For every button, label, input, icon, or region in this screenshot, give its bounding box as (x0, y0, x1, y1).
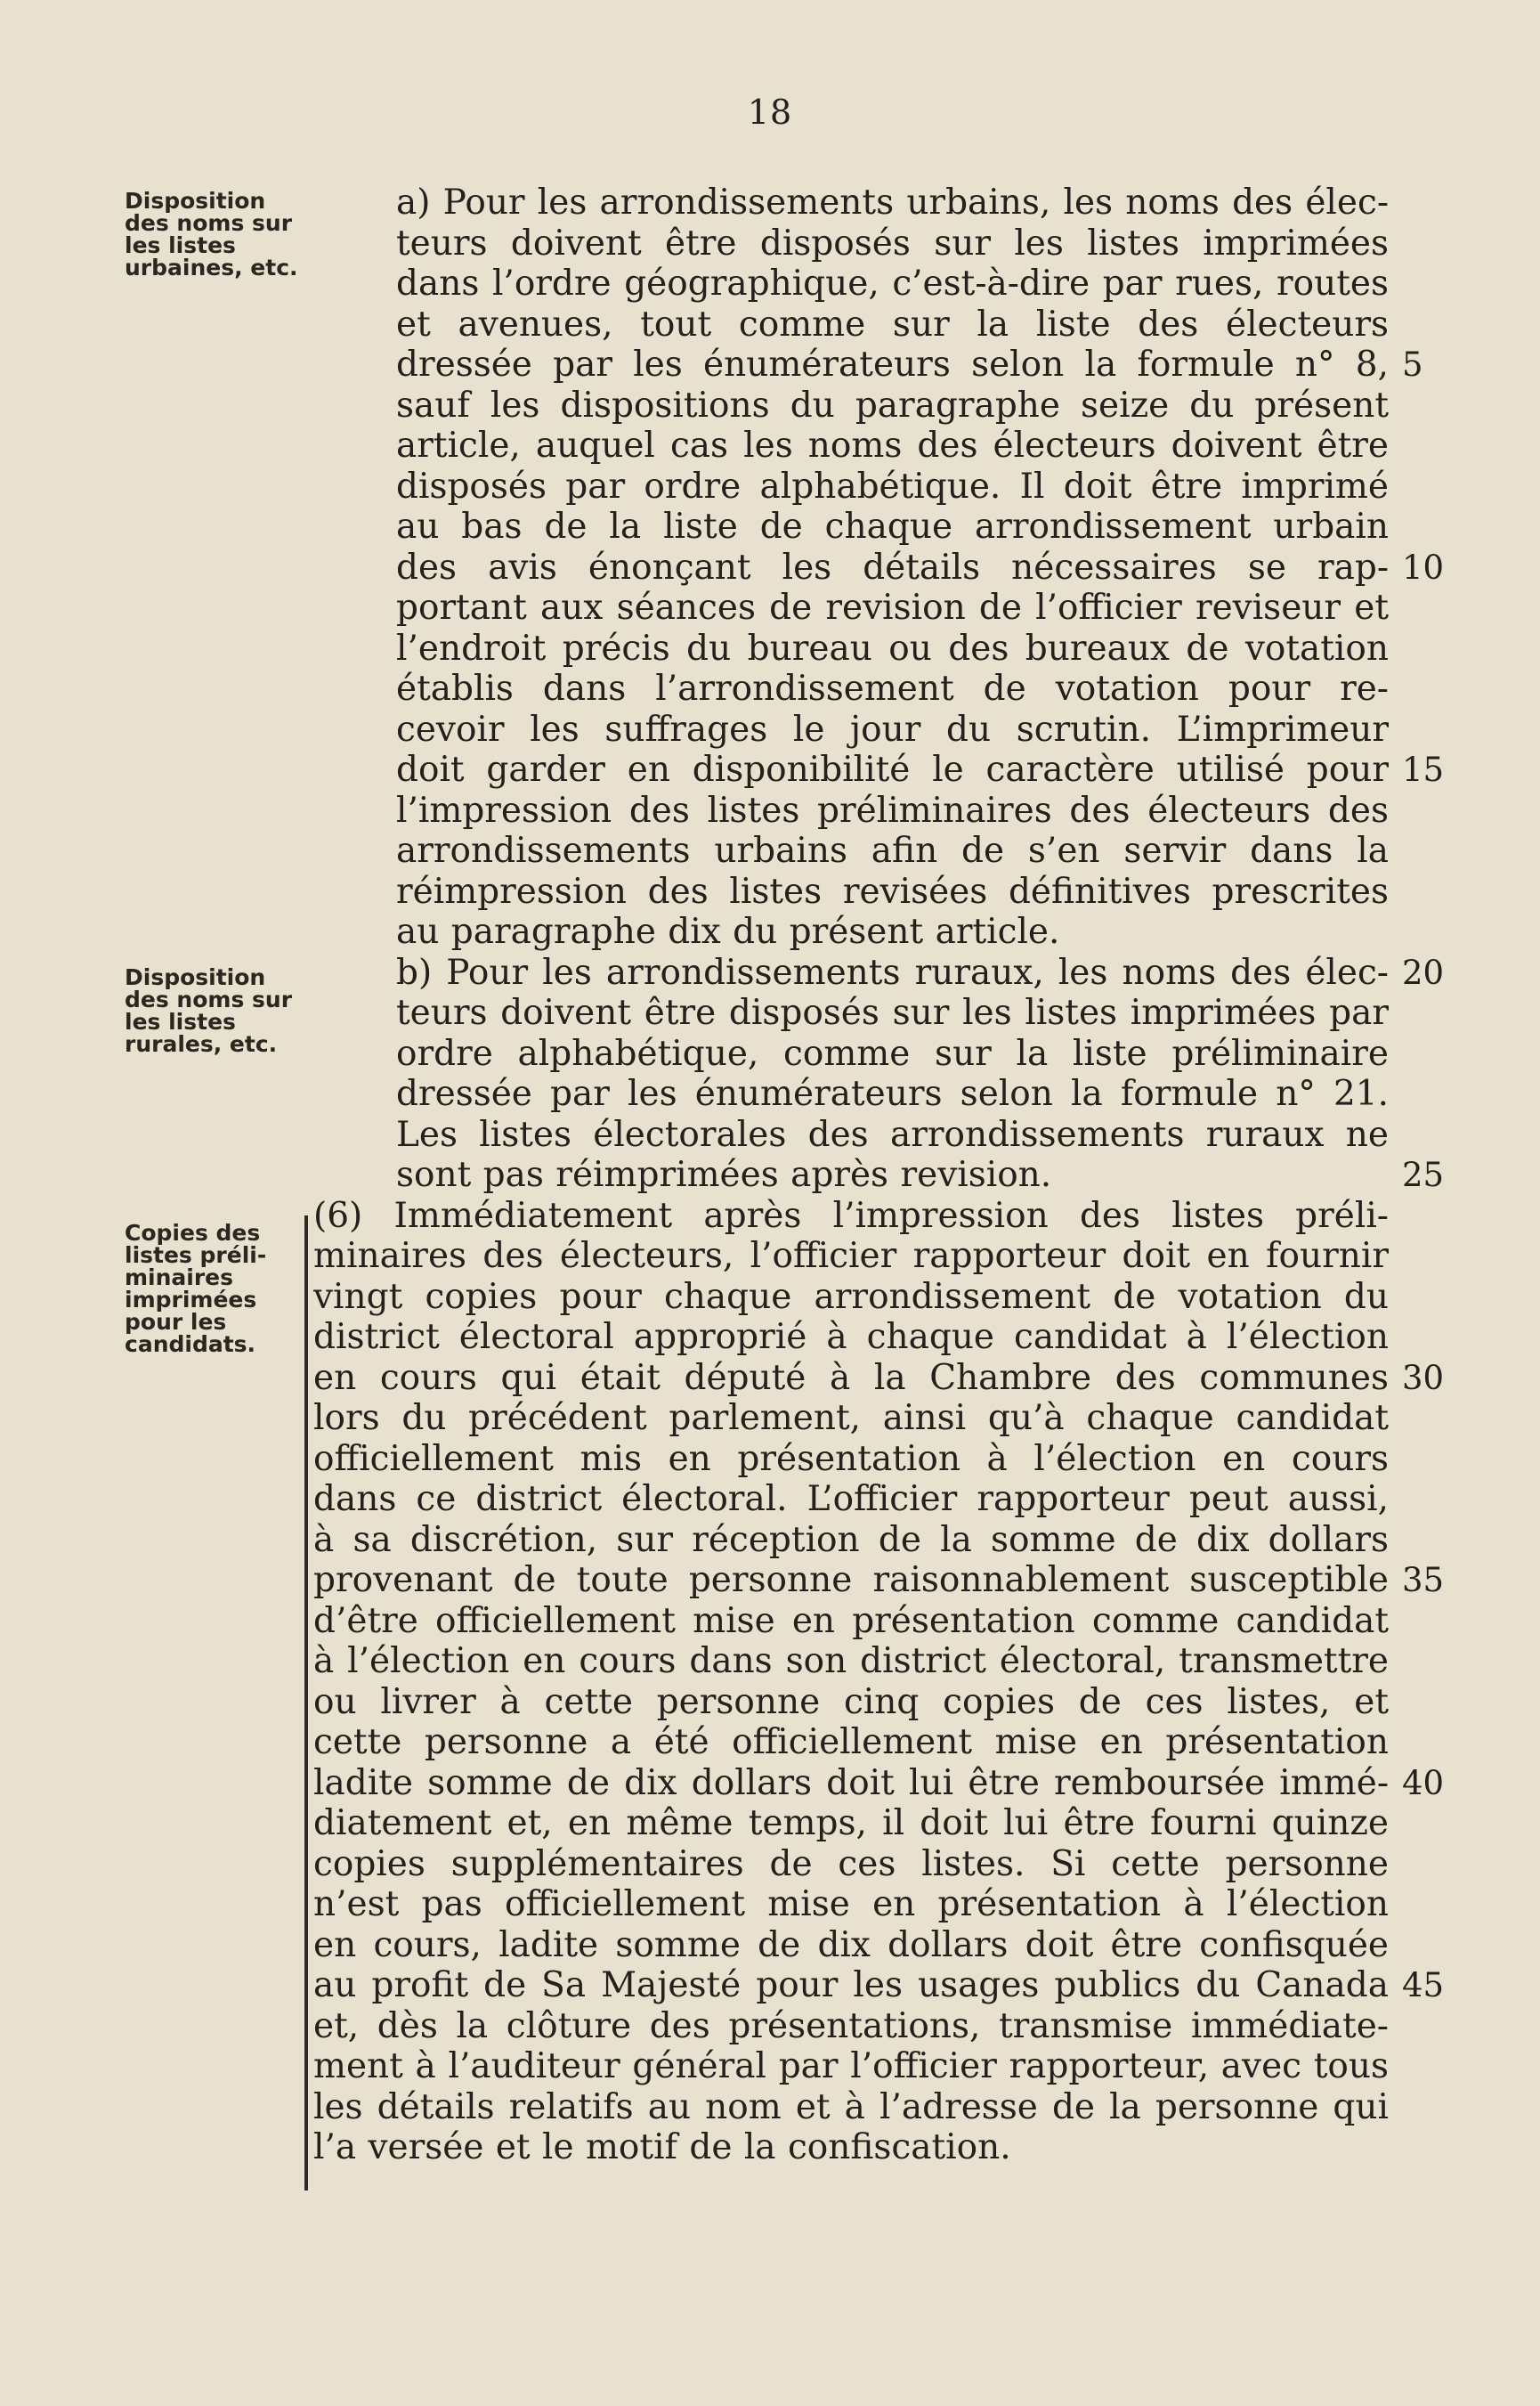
paragraph-6-line: district électoral approprié à chaque candidat à l’élection (313, 1317, 1389, 1357)
paragraph-a-line: dans l’ordre géographique, c’est-à-dire par rues, routes (396, 264, 1389, 304)
paragraph-a-line: au bas de la liste de chaque arrondissement urbain (396, 507, 1389, 547)
line-number: 15 (1402, 751, 1445, 789)
margin-note-line: Disposition (125, 964, 266, 990)
margin-note-line: candidats. (125, 1331, 256, 1357)
margin-note-line: les listes (125, 1009, 236, 1035)
paragraph-a-line: cevoir les suffrages le jour du scrutin. L’imprimeur (396, 710, 1389, 750)
paragraph-b-line: dressée par les énumérateurs selon la formule n° 21. (396, 1074, 1389, 1114)
paragraph-a-line: des avis énonçant les détails nécessaires se rap- (396, 548, 1389, 588)
paragraph-a-line: établis dans l’arrondissement de votation pour re- (396, 669, 1389, 709)
paragraph-6-line: en cours, ladite somme de dix dollars doit être confisquée (313, 1925, 1389, 1965)
paragraph-a-line: doit garder en disponibilité le caractère utilisé pour (396, 750, 1389, 790)
paragraph-6-line: les détails relatifs au nom et à l’adresse de la personne qui (313, 2087, 1389, 2127)
margin-note-line: urbaines, etc. (125, 255, 298, 280)
paragraph-6-line: en cours qui était député à la Chambre des communes (313, 1358, 1389, 1398)
paragraph-6-line: copies supplémentaires de ces listes. Si cette personne (313, 1844, 1389, 1884)
line-number: 10 (1402, 549, 1445, 587)
paragraph-a-line: et avenues, tout comme sur la liste des électeurs (396, 305, 1389, 345)
paragraph-6-line: l’a versée et le motif de la confiscation. (313, 2127, 1011, 2167)
paragraph-b-line: b) Pour les arrondissements ruraux, les noms des élec- (396, 953, 1389, 993)
paragraph-a-line: article, auquel cas les noms des électeurs doivent être (396, 426, 1389, 466)
paragraph-a-line: teurs doivent être disposés sur les listes imprimées (396, 224, 1389, 264)
paragraph-a-line: disposés par ordre alphabétique. Il doit être imprimé (396, 467, 1389, 507)
paragraph-6-line: ou livrer à cette personne cinq copies de ces listes, et (313, 1682, 1389, 1722)
line-number: 40 (1402, 1764, 1445, 1802)
paragraph-a-line: au paragraphe dix du présent article. (396, 912, 1060, 952)
paragraph-6-line: au profit de Sa Majesté pour les usages publics du Canada (313, 1965, 1389, 2005)
margin-note-line: les listes (125, 232, 236, 258)
paragraph-6-line: cette personne a été officiellement mise en présentation (313, 1722, 1389, 1762)
paragraph-6-line: à l’élection en cours dans son district électoral, transmettre (313, 1641, 1389, 1681)
paragraph-6-line: à sa discrétion, sur réception de la somme de dix dollars (313, 1520, 1389, 1560)
margin-note-line: listes préli- (125, 1242, 267, 1268)
page-number: 18 (747, 93, 793, 132)
margin-note (125, 966, 303, 1055)
margin-note-line: Copies des (125, 1220, 261, 1246)
line-number: 20 (1402, 954, 1445, 992)
paragraph-6-line: minaires des électeurs, l’officier rapporteur doit en fournir (313, 1236, 1389, 1276)
line-number: 45 (1402, 1966, 1445, 2004)
paragraph-b-line: ordre alphabétique, comme sur la liste préliminaire (396, 1034, 1389, 1074)
paragraph-b-line: teurs doivent être disposés sur les listes imprimées par (396, 993, 1389, 1033)
margin-note-line: pour les (125, 1309, 227, 1335)
line-number: 30 (1402, 1359, 1445, 1397)
paragraph-6-line: dans ce district électoral. L’officier rapporteur peut aussi, (313, 1479, 1389, 1519)
paragraph-a-line: dressée par les énumérateurs selon la formule n° 8, (396, 345, 1389, 385)
paragraph-a-line: l’impression des listes préliminaires des électeurs des (396, 791, 1389, 831)
line-number: 25 (1402, 1156, 1445, 1194)
paragraph-6-line: vingt copies pour chaque arrondissement de votation du (313, 1277, 1389, 1317)
margin-note-line: minaires (125, 1264, 234, 1290)
margin-note-line: imprimées (125, 1287, 257, 1313)
paragraph-6-line: provenant de toute personne raisonnablement susceptible (313, 1560, 1389, 1600)
paragraph-a-line: l’endroit précis du bureau ou des bureaux de votation (396, 629, 1389, 669)
margin-note-line: des noms sur (125, 987, 293, 1012)
paragraph-b-line: sont pas réimprimées après revision. (396, 1155, 1052, 1195)
margin-note-line: rurales, etc. (125, 1031, 278, 1057)
margin-note-line: Disposition (125, 188, 266, 214)
line-number: 35 (1402, 1561, 1445, 1599)
paragraph-6-line: ladite somme de dix dollars doit lui être remboursée immé- (313, 1763, 1389, 1803)
paragraph-b-line: Les listes électorales des arrondissements ruraux ne (396, 1115, 1389, 1155)
margin-note (125, 1222, 303, 1355)
line-number: 5 (1402, 345, 1423, 384)
paragraph-a-line: arrondissements urbains afin de s’en servir dans la (396, 831, 1389, 871)
paragraph-6-rule (304, 1215, 308, 2191)
paragraph-6-line: et, dès la clôture des présentations, transmise immédiate- (313, 2006, 1389, 2046)
paragraph-6-line: n’est pas officiellement mise en présentation à l’élection (313, 1884, 1389, 1924)
paragraph-6-line: ment à l’auditeur général par l’officier rapporteur, avec tous (313, 2046, 1389, 2086)
paragraph-6-line: lors du précédent parlement, ainsi qu’à chaque candidat (313, 1398, 1389, 1438)
paragraph-a-line: sauf les dispositions du paragraphe seize du présent (396, 386, 1389, 426)
paragraph-a-line: portant aux séances de revision de l’officier reviseur et (396, 588, 1389, 628)
paragraph-a-line: a) Pour les arrondissements urbains, les noms des élec- (396, 183, 1389, 223)
paragraph-a-line: réimpression des listes revisées définitives prescrites (396, 872, 1389, 912)
margin-note (125, 190, 303, 279)
margin-note-line: des noms sur (125, 210, 293, 236)
paragraph-6-line: diatement et, en même temps, il doit lui être fourni quinze (313, 1803, 1389, 1843)
paragraph-6-line: officiellement mis en présentation à l’élection en cours (313, 1439, 1389, 1479)
paragraph-6-line: d’être officiellement mise en présentation comme candidat (313, 1601, 1389, 1641)
paragraph-6-line: (6) Immédiatement après l’impression des listes préli- (313, 1196, 1389, 1236)
